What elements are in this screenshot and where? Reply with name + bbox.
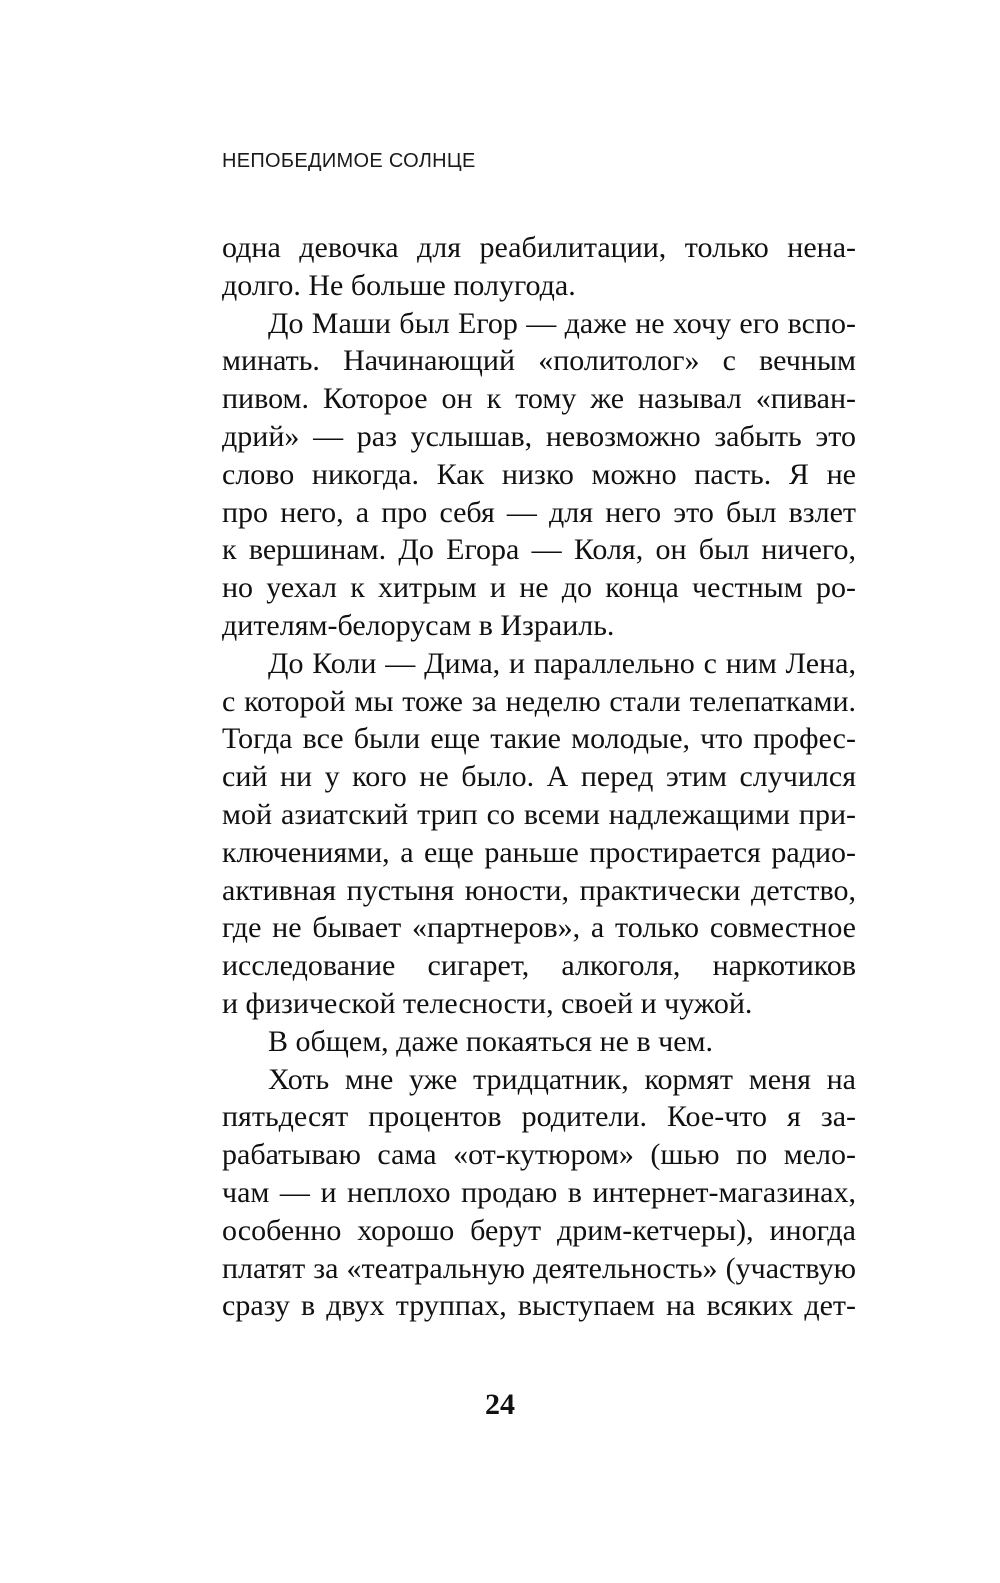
text-line: ключениями, а еще раньше простирается радио- [222, 835, 856, 869]
text-line: сий ни у кого не было. А перед этим случился [222, 760, 856, 794]
text-line: про него, а про себя — для него это был взлет [222, 495, 856, 529]
text-line: одна девочка для реабилитации, только нена- [222, 231, 856, 264]
text-line: активная пустыня юности, практически детство, [222, 873, 856, 907]
text-line: дителям-белорусам в Израиль. [222, 608, 615, 642]
text-line: рабатываю сама «от-кутюром» (шью по мело- [222, 1138, 856, 1172]
paragraph [222, 1023, 856, 1061]
paragraph [222, 645, 856, 1023]
text-line: слово никогда. Как низко можно пасть. Я не [222, 457, 856, 491]
page-number: 24 [485, 1388, 515, 1421]
text-line: исследование сигарет, алкоголя, наркотиков [222, 949, 856, 983]
paragraph [222, 229, 856, 305]
text-line: с которой мы тоже за неделю стали телепатками. [222, 684, 856, 718]
text-line: чам — и неплохо продаю в интернет-магазинах, [222, 1175, 856, 1209]
body-text [222, 229, 856, 1325]
text-line: мой азиатский трип со всеми надлежащими при- [222, 797, 856, 831]
text-line: платят за «театральную деятельность» (участвую [222, 1251, 856, 1285]
text-line: где не бывает «партнеров», а только совместное [222, 911, 856, 945]
text-line: дрий» — раз услышав, невозможно забыть это [222, 419, 856, 453]
text-line: До Маши был Егор — даже не хочу его вспо- [268, 306, 856, 340]
text-line: пятьдесят процентов родители. Кое-что я за- [222, 1100, 856, 1134]
text-line: особенно хорошо берут дрим-кетчеры), иногда [222, 1213, 856, 1247]
text-line: и физической телесности, своей и чужой. [222, 986, 753, 1020]
text-line: пивом. Которое он к тому же называл «пиван- [222, 382, 856, 416]
text-line: Тогда все были еще такие молодые, что профес- [222, 722, 856, 756]
text-line: к вершинам. До Егора — Коля, он был ничего, [222, 533, 856, 567]
paragraph [222, 1061, 856, 1326]
text-line: долго. Не больше полугода. [222, 268, 576, 302]
text-line: минать. Начинающий «политолог» с вечным [222, 344, 856, 378]
running-head: НЕПОБЕДИМОЕ СОЛНЦЕ [222, 150, 476, 172]
text-line: сразу в двух труппах, выступаем на всяких дет- [222, 1289, 856, 1323]
text-line: но уехал к хитрым и не до конца честным ро- [222, 571, 856, 605]
text-line: В общем, даже покаяться не в чем. [268, 1024, 714, 1058]
text-line: Хоть мне уже тридцатник, кормят меня на [268, 1062, 856, 1096]
text-line: До Коли — Дима, и параллельно с ним Лена, [268, 646, 856, 680]
paragraph [222, 305, 856, 645]
